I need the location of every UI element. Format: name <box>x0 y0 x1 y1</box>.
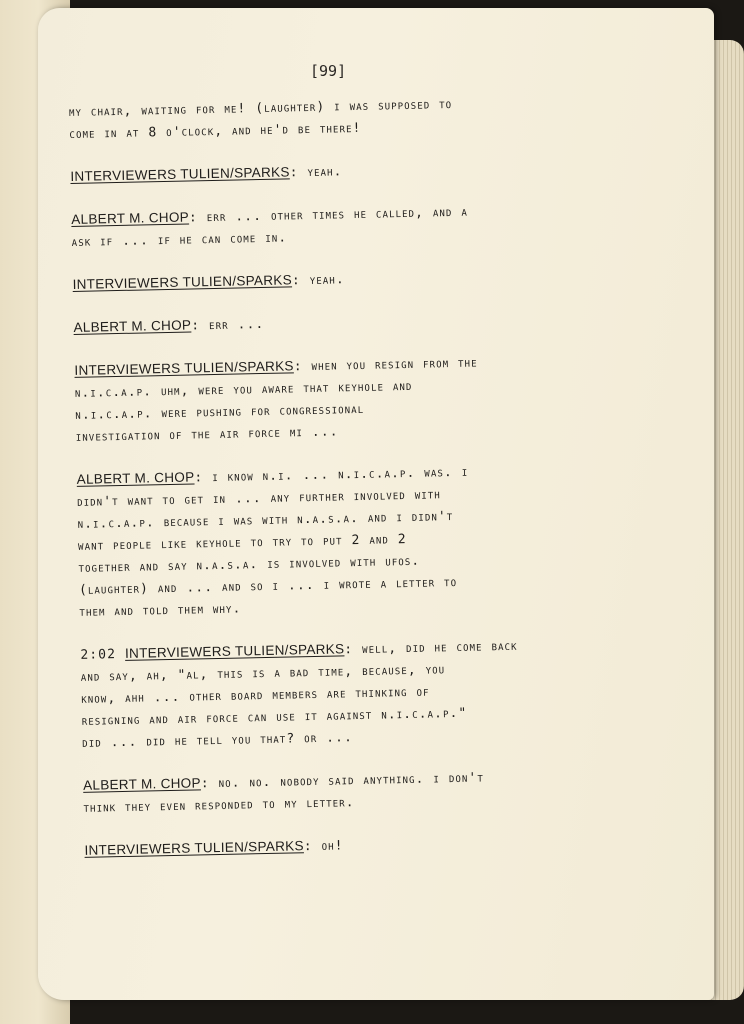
transcript-block <box>71 198 572 253</box>
speaker-label: INTERVIEWERS TULIEN/SPARKS <box>72 272 293 292</box>
speaker-label: ALBERT M. CHOP <box>76 469 195 487</box>
transcript-block <box>73 306 573 339</box>
transcript-line: investigation of the air force mi ... <box>75 424 339 445</box>
transcript-block <box>72 263 572 296</box>
speaker-label: INTERVIEWERS TULIEN/SPARKS <box>74 358 294 378</box>
transcript-block <box>74 349 576 448</box>
speech-text: : err ... other times he called, and a <box>188 204 469 226</box>
transcript-line: n.i.c.a.p. because i was with n.a.s.a. and i didn't <box>77 509 454 532</box>
transcript-line: resigning and air force can use it against n.i.c.a.p." <box>81 705 468 729</box>
document-page <box>38 8 714 1000</box>
transcript-line: know, ahh ... other board members are thinking of <box>81 684 430 707</box>
transcript-line: n.i.c.a.p. uhm, were you aware that keyhole and <box>74 378 413 401</box>
speaker-label: INTERVIEWERS TULIEN/SPARKS <box>84 838 304 858</box>
transcript-line: my chair, waiting for me! (laughter) i was supposed to <box>68 96 453 120</box>
speech-text: : err ... <box>191 316 265 334</box>
speech-text: : well, did he come back <box>344 638 518 658</box>
transcript-line: think they even responded to my letter. <box>83 795 355 816</box>
transcript-line: want people like keyhole to try to put 2 and 2 <box>77 532 407 554</box>
transcript-line: ask if ... if he can come in. <box>71 230 288 250</box>
transcript-block <box>70 156 570 189</box>
page-number: [99] <box>310 62 347 80</box>
transcript-block <box>84 829 584 862</box>
transcript-line: (laughter) and ... and so i ... i wrote a letter to <box>78 574 458 598</box>
speaker-label: INTERVIEWERS TULIEN/SPARKS <box>70 164 290 184</box>
transcript-line: and say, ah, "al, this is a bad time, because, you <box>80 662 446 685</box>
transcript-line: them and told them why. <box>79 601 242 620</box>
speech-text: : yeah. <box>291 272 345 289</box>
transcript-block <box>76 458 579 623</box>
transcript-body <box>68 54 585 883</box>
transcript-line: did ... did he tell you that? or ... <box>82 730 354 751</box>
speech-text: : yeah. <box>289 164 343 181</box>
transcript-block <box>83 764 584 819</box>
transcript-block <box>80 633 582 754</box>
transcript-line: didn't want to get in ... any further involved with <box>77 487 442 510</box>
speech-text: : oh! <box>303 838 344 855</box>
transcript-block <box>69 92 570 146</box>
speech-text: : when you resign from the <box>293 355 478 375</box>
speech-text: : no. no. nobody said anything. i don't <box>200 770 485 792</box>
speech-text: : i know n.i. ... n.i.c.a.p. was. i <box>194 464 469 486</box>
speaker-label: ALBERT M. CHOP <box>71 209 190 227</box>
speaker-label: ALBERT M. CHOP <box>73 317 192 335</box>
timestamp: 2:02 <box>80 647 117 663</box>
speaker-label: INTERVIEWERS TULIEN/SPARKS <box>124 641 345 661</box>
transcript-line: n.i.c.a.p. were pushing for congressional <box>75 401 365 423</box>
transcript-line: come in at 8 o'clock, and he'd be there! <box>69 120 362 142</box>
transcript-line: together and say n.a.s.a. is involved with ufos. <box>78 553 421 576</box>
speaker-label: ALBERT M. CHOP <box>82 775 201 793</box>
